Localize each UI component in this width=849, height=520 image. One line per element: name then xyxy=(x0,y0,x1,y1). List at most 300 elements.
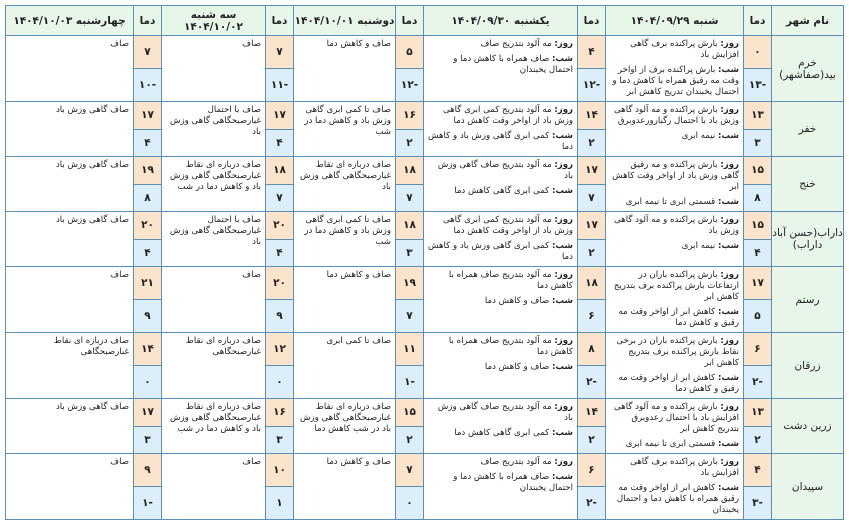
night-forecast xyxy=(428,472,573,494)
max-temp: ۱۶ xyxy=(266,399,293,427)
night-text: کاهش ابر از اواخر وقت مه رقیق و کاهش دما xyxy=(618,373,739,394)
night-forecast xyxy=(428,241,573,263)
temp-cell xyxy=(134,399,162,454)
night-text: نیمه ابری xyxy=(681,131,716,141)
temp-cell xyxy=(134,333,162,399)
day-forecast xyxy=(428,402,573,424)
max-temp: ۴ xyxy=(578,36,605,69)
temp-cell xyxy=(578,399,606,454)
day-label: روز: xyxy=(554,39,573,49)
temp-cell xyxy=(266,157,294,212)
forecast-desc xyxy=(606,399,744,454)
temp-cell xyxy=(134,36,162,102)
min-temp: ۴ xyxy=(266,130,293,157)
table-row xyxy=(6,454,844,520)
night-forecast xyxy=(610,197,739,208)
forecast-text: صاف گاهی وزش باد xyxy=(55,160,129,170)
night-label: شب: xyxy=(718,439,739,449)
temp-cell xyxy=(396,157,424,212)
min-temp: ۹ xyxy=(134,300,161,332)
temp-cell xyxy=(266,267,294,333)
max-temp: ۱۳ xyxy=(744,399,771,427)
min-temp: ۰ xyxy=(396,487,423,519)
night-forecast xyxy=(428,131,573,153)
day-label: روز: xyxy=(720,270,739,280)
forecast-desc xyxy=(424,333,578,399)
forecast-desc xyxy=(162,212,266,267)
night-label: شب: xyxy=(552,54,573,64)
forecast-desc xyxy=(424,267,578,333)
min-temp: ۷ xyxy=(266,185,293,212)
max-temp: ۱۸ xyxy=(396,157,423,185)
temp-cell xyxy=(134,454,162,520)
header-day-2: یکشنبه ۱۴۰۴/۰۹/۳۰ xyxy=(424,6,578,36)
max-temp: ۴ xyxy=(744,454,771,487)
forecast-desc xyxy=(606,267,744,333)
min-temp: ۲ xyxy=(396,130,423,157)
min-temp: -۱۳ xyxy=(744,69,771,101)
min-temp: ۸ xyxy=(744,185,771,212)
max-temp: ۸ xyxy=(578,333,605,366)
day-label: روز: xyxy=(720,336,739,346)
forecast-desc xyxy=(6,454,134,520)
max-temp: ۶ xyxy=(578,454,605,487)
forecast-desc xyxy=(162,399,266,454)
table-row xyxy=(6,333,844,399)
header-temp: دما xyxy=(266,6,294,36)
temp-cell xyxy=(396,454,424,520)
header-temp: دما xyxy=(744,6,772,36)
header-day-4: سه شنبه ۱۴۰۴/۱۰/۰۲ xyxy=(162,6,266,36)
temp-cell xyxy=(578,36,606,102)
forecast-desc xyxy=(294,267,396,333)
night-label: شب: xyxy=(552,186,573,196)
forecast-text: صاف دربازه ای نقاط غبارصبحگاهی گاهی وزش باد و کاهش دما در شب xyxy=(169,160,261,192)
min-temp: ۸ xyxy=(134,185,161,212)
night-forecast xyxy=(428,296,573,307)
max-temp: ۱۷ xyxy=(744,267,771,300)
night-forecast xyxy=(610,65,739,98)
max-temp: ۱۷ xyxy=(266,102,293,130)
day-forecast xyxy=(610,215,739,237)
min-temp: ۲ xyxy=(744,427,771,454)
max-temp: ۲۰ xyxy=(266,267,293,300)
table-row xyxy=(6,102,844,157)
forecast-desc xyxy=(424,212,578,267)
max-temp: ۵ xyxy=(396,36,423,69)
night-text: کمی ابری گاهی وزش باد و کاهش دما xyxy=(428,131,573,152)
min-temp: -۱۰ xyxy=(134,69,161,101)
night-text: کاهش ابر از اواخر وقت مه رقیق و کاهش دما xyxy=(618,307,739,328)
temp-cell xyxy=(396,267,424,333)
min-temp: ۳ xyxy=(266,427,293,454)
day-label: روز: xyxy=(720,457,739,467)
night-text: کمی ابری گاهی کاهش دما xyxy=(454,428,550,438)
night-text: صاف همراه با کاهش دما و احتمال یخبندان xyxy=(453,54,573,75)
day-label: روز: xyxy=(554,270,573,280)
city-name: خنج xyxy=(772,157,844,212)
forecast-text: صاف تا کمی ابری xyxy=(326,336,391,346)
night-forecast xyxy=(610,373,739,395)
forecast-desc xyxy=(162,454,266,520)
forecast-desc xyxy=(606,333,744,399)
temp-cell xyxy=(578,212,606,267)
forecast-desc xyxy=(424,157,578,212)
min-temp: ۰ xyxy=(266,366,293,398)
min-temp: ۴ xyxy=(134,240,161,267)
night-label: شب: xyxy=(552,428,573,438)
min-temp: ۴ xyxy=(744,240,771,267)
forecast-text: صاف xyxy=(110,270,129,280)
max-temp: ۹ xyxy=(134,454,161,487)
header-temp: دما xyxy=(578,6,606,36)
min-temp: ۲ xyxy=(578,130,605,157)
max-temp: ۱۶ xyxy=(396,102,423,130)
table-row xyxy=(6,267,844,333)
day-forecast xyxy=(428,105,573,127)
day-label: روز: xyxy=(554,336,573,346)
day-forecast xyxy=(428,270,573,292)
day-label: روز: xyxy=(720,402,739,412)
day-label: روز: xyxy=(720,39,739,49)
forecast-desc xyxy=(162,102,266,157)
temp-cell xyxy=(266,399,294,454)
temp-cell xyxy=(744,157,772,212)
night-label: شب: xyxy=(718,307,739,317)
max-temp: ۱۷ xyxy=(134,102,161,130)
max-temp: ۷ xyxy=(266,36,293,69)
temp-cell xyxy=(744,454,772,520)
night-label: شب: xyxy=(718,483,739,493)
min-temp: -۱ xyxy=(396,366,423,398)
day-text: مه آلود بتدریج صاف xyxy=(480,39,552,49)
city-name: داراب(حسن آباد داراب) xyxy=(772,212,844,267)
night-label: شب: xyxy=(552,296,573,306)
max-temp: ۱۰ xyxy=(266,454,293,487)
max-temp: ۱۵ xyxy=(396,399,423,427)
temp-cell xyxy=(396,212,424,267)
forecast-text: صاف xyxy=(242,270,261,280)
night-text: صاف همراه با کاهش دما و احتمال یخبندان xyxy=(453,472,573,493)
day-text: بارش پراکنده و مه آلود گاهی وزش باد xyxy=(614,215,739,236)
header-day-1: شنبه ۱۴۰۴/۰۹/۲۹ xyxy=(606,6,744,36)
header-temp: دما xyxy=(396,6,424,36)
min-temp: ۶ xyxy=(578,300,605,332)
day-label: روز: xyxy=(554,160,573,170)
min-temp: -۱۱ xyxy=(266,69,293,101)
night-forecast xyxy=(610,241,739,252)
min-temp: ۲ xyxy=(578,427,605,454)
night-forecast xyxy=(428,428,573,439)
temp-cell xyxy=(744,267,772,333)
max-temp: ۰ xyxy=(744,36,771,69)
forecast-text: صاف گاهی وزش باد xyxy=(55,402,129,412)
day-label: روز: xyxy=(720,215,739,225)
max-temp: ۲۱ xyxy=(134,267,161,300)
day-text: مه آلود بتدریج صاف گاهی وزش باد xyxy=(437,402,573,423)
temp-cell xyxy=(134,267,162,333)
forecast-desc xyxy=(294,399,396,454)
min-temp: -۲ xyxy=(744,366,771,398)
forecast-desc xyxy=(294,102,396,157)
temp-cell xyxy=(744,399,772,454)
night-label: شب: xyxy=(718,131,739,141)
min-temp: -۲ xyxy=(578,487,605,519)
header-day-3: دوشنبه ۱۴۰۴/۱۰/۰۱ xyxy=(294,6,396,36)
forecast-desc xyxy=(606,212,744,267)
forecast-text: صاف دربازه ای نقاط غبارصبحگاهی xyxy=(185,336,261,357)
temp-cell xyxy=(266,454,294,520)
night-label: شب: xyxy=(718,65,739,75)
temp-cell xyxy=(744,333,772,399)
forecast-desc xyxy=(162,36,266,102)
temp-cell xyxy=(578,454,606,520)
table-row xyxy=(6,399,844,454)
temp-cell xyxy=(134,157,162,212)
max-temp: ۱۷ xyxy=(134,399,161,427)
day-text: بارش پراکنده و مه رقیق گاهی وزش باد از اواخر وقت کاهش ابر xyxy=(612,160,739,192)
forecast-text: صاف دربازه ای نقاط غبارصبحگاهی گاهی وزش باد و کاهش دما در شب xyxy=(169,402,261,434)
forecast-text: صاف تا کمی ابری گاهی وزش باد و کاهش دما در شب xyxy=(304,215,391,247)
forecast-desc xyxy=(294,36,396,102)
temp-cell xyxy=(396,333,424,399)
forecast-text: صاف xyxy=(110,457,129,467)
day-text: مه آلود بتدریج صاف گاهی وزش باد xyxy=(437,160,573,181)
night-forecast xyxy=(610,483,739,516)
day-forecast xyxy=(610,270,739,303)
day-forecast xyxy=(610,457,739,479)
day-text: بارش پراکنده برف گاهی افزایش باد xyxy=(630,457,739,478)
min-temp: -۳ xyxy=(744,487,771,519)
forecast-text: صاف و کاهش دما xyxy=(326,39,391,49)
header-city: نام شهر xyxy=(772,6,844,36)
temp-cell xyxy=(396,102,424,157)
forecast-desc xyxy=(294,454,396,520)
header-temp: دما xyxy=(134,6,162,36)
min-temp: ۷ xyxy=(396,300,423,332)
forecast-desc xyxy=(6,333,134,399)
forecast-desc xyxy=(6,102,134,157)
night-label: شب: xyxy=(552,472,573,482)
max-temp: ۲۰ xyxy=(266,212,293,240)
max-temp: ۱۴ xyxy=(578,399,605,427)
min-temp: ۱ xyxy=(266,487,293,519)
forecast-text: صاف با احتمال غبارصبحگاهی گاهی وزش باد xyxy=(169,215,261,247)
night-label: شب: xyxy=(552,131,573,141)
day-label: روز: xyxy=(554,402,573,412)
header-day-5: چهارشنبه ۱۴۰۴/۱۰/۰۳ xyxy=(6,6,134,36)
forecast-desc xyxy=(606,102,744,157)
max-temp: ۱۲ xyxy=(266,333,293,366)
min-temp: ۳ xyxy=(744,130,771,157)
max-temp: ۷ xyxy=(134,36,161,69)
forecast-text: صاف گاهی وزش باد xyxy=(55,215,129,225)
forecast-body xyxy=(6,36,844,520)
night-text: قسمتی ابری تا نیمه ابری xyxy=(625,197,716,207)
night-text: صاف و کاهش دما xyxy=(484,296,550,306)
max-temp: ۱۱ xyxy=(396,333,423,366)
min-temp: -۱۲ xyxy=(578,69,605,101)
forecast-desc xyxy=(6,36,134,102)
temp-cell xyxy=(266,212,294,267)
forecast-desc xyxy=(424,399,578,454)
min-temp: ۴ xyxy=(266,240,293,267)
city-name: زرقان xyxy=(772,333,844,399)
night-text: کاهش ابر از اواخر وقت مه رقیق همراه با کاهش دما و احتمال یخبندان xyxy=(616,483,739,515)
forecast-desc xyxy=(424,36,578,102)
day-forecast xyxy=(428,160,573,182)
min-temp: ۷ xyxy=(578,185,605,212)
day-forecast xyxy=(610,402,739,435)
min-temp: ۲ xyxy=(396,427,423,454)
max-temp: ۱۴ xyxy=(134,333,161,366)
night-forecast xyxy=(610,131,739,142)
min-temp: -۱ xyxy=(134,487,161,519)
night-text: بارش پراکنده برف از اواخر وقت مه رقیق همراه با کاهش دما و احتمال یخبندان تدریج کاهش ابر xyxy=(612,65,739,97)
table-row xyxy=(6,36,844,102)
forecast-table xyxy=(5,5,844,520)
max-temp: ۱۹ xyxy=(396,267,423,300)
temp-cell xyxy=(578,102,606,157)
night-forecast xyxy=(428,362,573,373)
min-temp: ۴ xyxy=(134,130,161,157)
day-label: روز: xyxy=(720,105,739,115)
temp-cell xyxy=(578,157,606,212)
temp-cell xyxy=(134,102,162,157)
day-text: بارش پراکنده برف گاهی افزایش باد xyxy=(630,39,739,60)
night-label: شب: xyxy=(718,241,739,251)
night-forecast xyxy=(610,439,739,450)
max-temp: ۱۹ xyxy=(134,157,161,185)
day-forecast xyxy=(428,39,573,50)
temp-cell xyxy=(744,36,772,102)
temp-cell xyxy=(266,333,294,399)
forecast-text: صاف گاهی وزش باد xyxy=(55,105,129,115)
forecast-desc xyxy=(294,157,396,212)
temp-cell xyxy=(266,36,294,102)
forecast-text: صاف xyxy=(242,457,261,467)
forecast-text: صاف دربازه ای نقاط غبارصبحگاهی گاهی وزش باد در شب کاهش دما xyxy=(299,402,391,434)
temp-cell xyxy=(578,333,606,399)
day-text: مه آلود بتدریج صاف xyxy=(480,457,552,467)
min-temp: ۳ xyxy=(396,240,423,267)
day-forecast xyxy=(610,160,739,193)
day-forecast xyxy=(428,336,573,358)
day-text: بارش پراکنده باران در برخی نقاط بارش پراکنده برف بتدریج کاهش ابر xyxy=(616,336,739,368)
forecast-desc xyxy=(294,333,396,399)
max-temp: ۷ xyxy=(396,454,423,487)
header-row xyxy=(6,6,844,36)
forecast-desc xyxy=(6,267,134,333)
max-temp: ۱۴ xyxy=(578,102,605,130)
temp-cell xyxy=(578,267,606,333)
max-temp: ۱۵ xyxy=(744,212,771,240)
table-row xyxy=(6,212,844,267)
temp-cell xyxy=(266,102,294,157)
forecast-desc xyxy=(606,36,744,102)
max-temp: ۱۸ xyxy=(396,212,423,240)
forecast-text: صاف دربازه ای نقاط غبارصبحگاهی گاهی وزش باد xyxy=(299,160,391,192)
table-row xyxy=(6,157,844,212)
day-text: مه آلود بتدریج کمی ابری گاهی وزش باد از اواخر وقت کاهش دما xyxy=(442,105,573,126)
night-text: کمی ابری گاهی کاهش دما xyxy=(454,186,550,196)
max-temp: ۱۳ xyxy=(744,102,771,130)
forecast-desc xyxy=(424,102,578,157)
forecast-desc xyxy=(6,212,134,267)
day-text: مه آلود بتدریج صاف همراه با کاهش دما xyxy=(448,270,573,291)
day-text: بارش پراکنده و مه آلود گاهی وزش باد با احتمال رگبارورعدوبرق xyxy=(614,105,739,126)
city-name: زرین دشت xyxy=(772,399,844,454)
day-text: بارش پراکنده باران در ارتفاعات بارش پراکنده برف بتدریج کاهش ابر xyxy=(613,270,739,302)
forecast-text: صاف و کاهش دما xyxy=(326,457,391,467)
forecast-text: صاف با احتمال غبارصبحگاهی گاهی وزش باد xyxy=(169,105,261,137)
forecast-desc xyxy=(162,267,266,333)
temp-cell xyxy=(744,212,772,267)
night-forecast xyxy=(428,54,573,76)
city-name: سپیدان xyxy=(772,454,844,520)
min-temp: ۹ xyxy=(266,300,293,332)
max-temp: ۱۵ xyxy=(744,157,771,185)
night-label: شب: xyxy=(552,362,573,372)
forecast-desc xyxy=(162,333,266,399)
min-temp: ۳ xyxy=(134,427,161,454)
day-forecast xyxy=(610,105,739,127)
day-label: روز: xyxy=(554,457,573,467)
forecast-text: صاف دربازه ای نقاط غبارصبحگاهی xyxy=(53,336,129,357)
forecast-text: صاف و کاهش دما xyxy=(326,270,391,280)
night-forecast xyxy=(610,307,739,329)
day-forecast xyxy=(610,336,739,369)
city-name: خرم بید(صفاشهر) xyxy=(772,36,844,102)
day-label: روز: xyxy=(720,160,739,170)
min-temp: ۰ xyxy=(134,366,161,398)
temp-cell xyxy=(744,102,772,157)
day-forecast xyxy=(610,39,739,61)
day-text: مه آلود بتدریج صاف همراه با کاهش دما xyxy=(448,336,573,357)
day-forecast xyxy=(428,457,573,468)
max-temp: ۱۷ xyxy=(578,212,605,240)
min-temp: ۵ xyxy=(744,300,771,332)
min-temp: ۷ xyxy=(396,185,423,212)
forecast-desc xyxy=(294,212,396,267)
max-temp: ۱۷ xyxy=(578,157,605,185)
day-label: روز: xyxy=(554,105,573,115)
day-label: روز: xyxy=(554,215,573,225)
night-text: قسمتی ابری تا نیمه ابری xyxy=(625,439,716,449)
forecast-text: صاف تا کمی ابری گاهی وزش باد و کاهش دما در شب xyxy=(304,105,391,137)
forecast-text: صاف xyxy=(110,39,129,49)
day-forecast xyxy=(428,215,573,237)
night-forecast xyxy=(428,186,573,197)
forecast-desc xyxy=(606,157,744,212)
day-text: بارش پراکنده و مه آلود گاهی افزایش باد با احتمال رعدوبرق بتدریج کاهش ابر xyxy=(614,402,739,434)
min-temp: -۱۲ xyxy=(396,69,423,101)
forecast-desc xyxy=(6,399,134,454)
max-temp: ۱۸ xyxy=(578,267,605,300)
night-label: شب: xyxy=(718,197,739,207)
night-text: کمی ابری گاهی وزش باد و کاهش دما xyxy=(428,241,573,262)
forecast-desc xyxy=(162,157,266,212)
max-temp: ۶ xyxy=(744,333,771,366)
night-text: نیمه ابری xyxy=(681,241,716,251)
night-label: شب: xyxy=(552,241,573,251)
forecast-desc xyxy=(606,454,744,520)
day-text: مه آلود بتدریج کمی ابری گاهی وزش باد از اواخر وقت کاهش دما xyxy=(442,215,573,236)
min-temp: ۲ xyxy=(578,240,605,267)
max-temp: ۲۰ xyxy=(134,212,161,240)
temp-cell xyxy=(134,212,162,267)
night-text: صاف و کاهش دما xyxy=(484,362,550,372)
